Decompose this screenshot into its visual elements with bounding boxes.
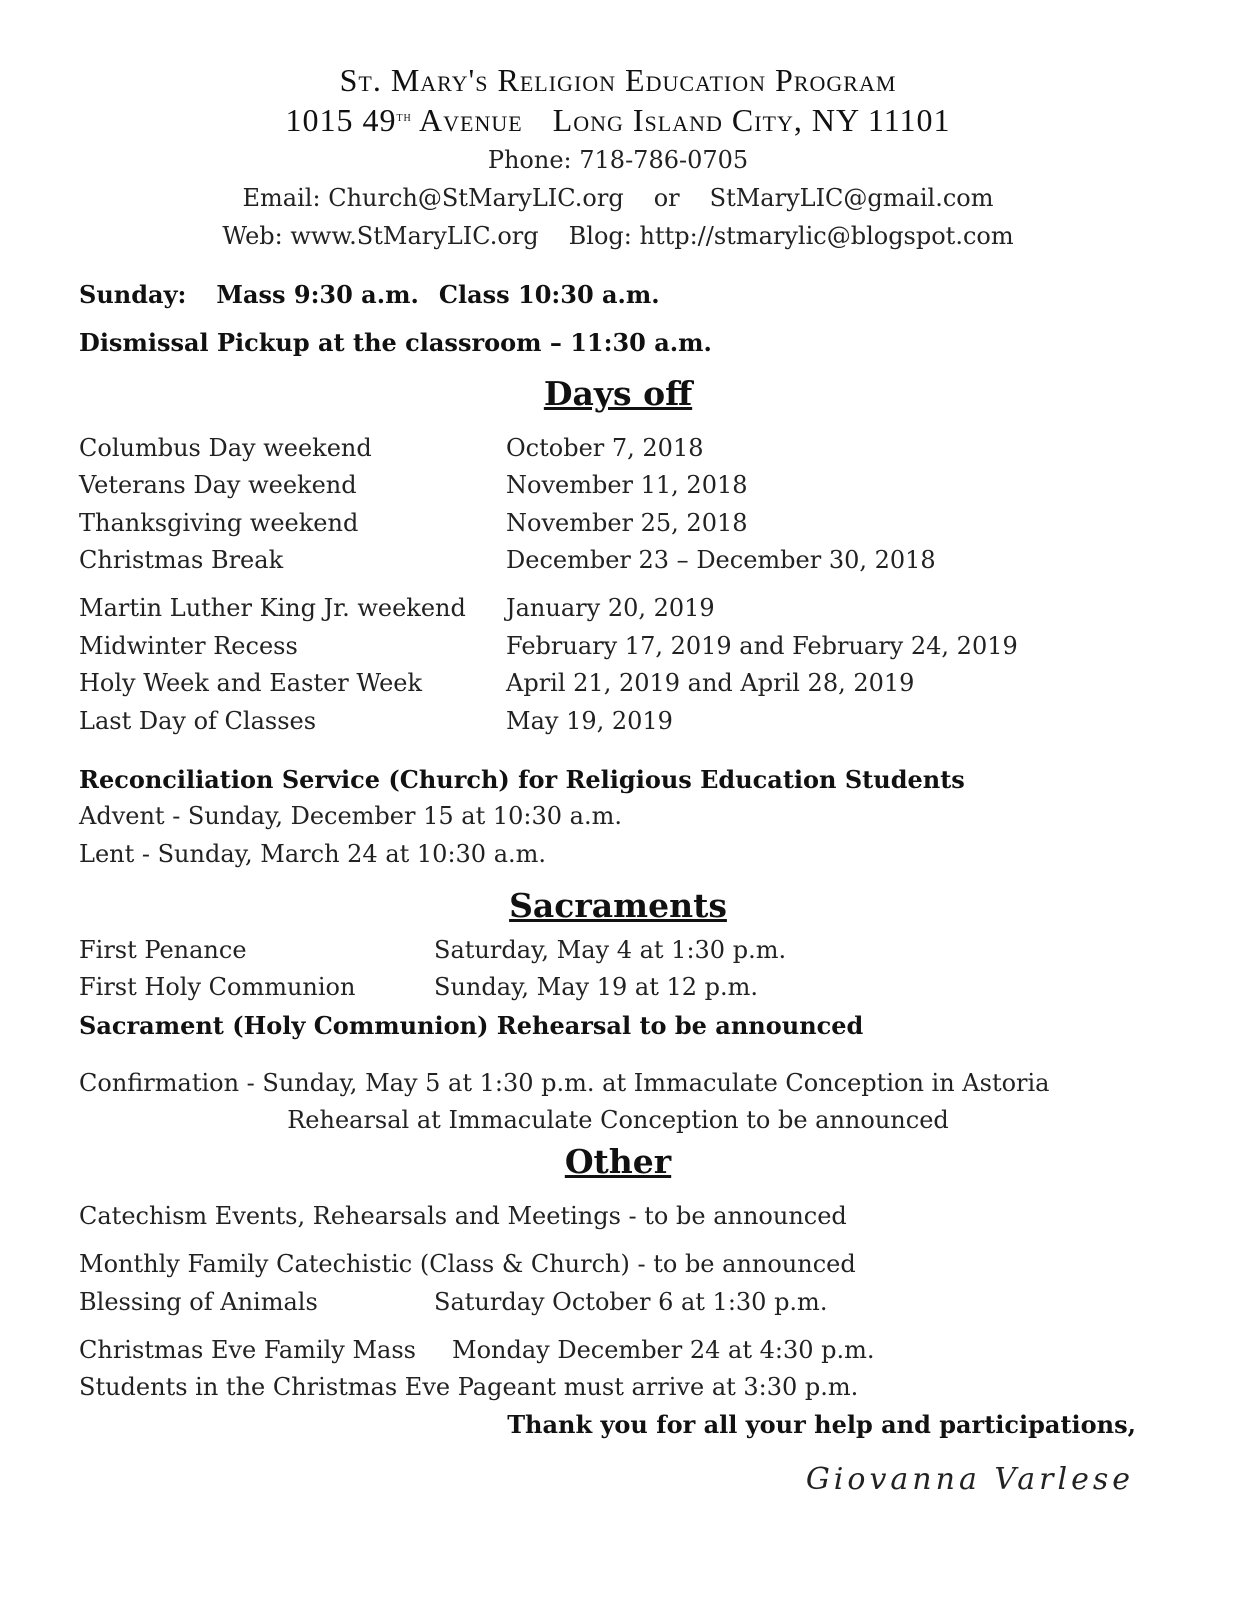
days-off-date: December 23 – December 30, 2018 xyxy=(506,546,936,574)
other-title: Other xyxy=(564,1142,672,1181)
signature: Giovanna Varlese xyxy=(805,1462,1134,1497)
phone-line: Phone: 718-786-0705 xyxy=(487,146,749,174)
days-off-label: Thanksgiving weekend xyxy=(79,509,359,537)
reconciliation-lent: Lent - Sunday, March 24 at 10:30 a.m. xyxy=(79,840,547,868)
pageant-note: Students in the Christmas Eve Pageant must arrive at 3:30 p.m. xyxy=(79,1373,859,1401)
class-time: Class 10:30 a.m. xyxy=(438,280,660,309)
days-off-date: January 20, 2019 xyxy=(506,594,715,622)
email-line xyxy=(0,184,1236,212)
sunday-schedule xyxy=(79,280,660,309)
email-link-gmail[interactable]: StMaryLIC@gmail.com xyxy=(709,184,994,212)
days-off-label: Columbus Day weekend xyxy=(79,434,372,462)
days-off-label: Last Day of Classes xyxy=(79,707,317,735)
dismissal-line: Dismissal Pickup at the classroom – 11:30 a.m. xyxy=(79,328,712,357)
days-off-label: Veterans Day weekend xyxy=(79,471,357,499)
reconciliation-advent: Advent - Sunday, December 15 at 10:30 a.m. xyxy=(79,802,622,830)
address-number: 1015 49 xyxy=(285,102,397,138)
sunday-label: Sunday: xyxy=(79,280,187,309)
mass-time: Mass 9:30 a.m. xyxy=(216,280,419,309)
days-off-label: Christmas Break xyxy=(79,546,284,574)
days-off-date: November 25, 2018 xyxy=(506,509,748,537)
sacrament-date: Sunday, May 19 at 12 p.m. xyxy=(434,973,759,1001)
sacrament-date: Saturday, May 4 at 1:30 p.m. xyxy=(434,936,787,964)
blog-link[interactable]: Blog: http://stmarylic@blogspot.com xyxy=(568,222,1014,250)
sacrament-rehearsal: Sacrament (Holy Communion) Rehearsal to be announced xyxy=(79,1011,864,1040)
days-off-label: Martin Luther King Jr. weekend xyxy=(79,594,466,622)
address-suffix: th xyxy=(396,110,412,125)
catechism-events: Catechism Events, Rehearsals and Meetings - to be announced xyxy=(79,1202,847,1230)
sacrament-label: First Penance xyxy=(79,936,247,964)
days-off-date: October 7, 2018 xyxy=(506,434,704,462)
address-line xyxy=(0,102,1236,139)
program-title: St. Mary's Religion Education Program xyxy=(339,62,897,98)
confirmation-rehearsal: Rehearsal at Immaculate Conception to be announced xyxy=(287,1106,949,1134)
web-line xyxy=(0,222,1236,250)
days-off-title: Days off xyxy=(543,374,693,413)
email-link-church[interactable]: Church@StMaryLIC.org xyxy=(328,184,624,212)
days-off-label: Holy Week and Easter Week xyxy=(79,669,423,697)
thank-you-note: Thank you for all your help and participations, xyxy=(507,1410,1136,1439)
days-off-date: February 17, 2019 and February 24, 2019 xyxy=(506,632,1018,660)
address-avenue: Avenue xyxy=(419,102,523,138)
web-link[interactable]: Web: www.StMaryLIC.org xyxy=(222,222,539,250)
christmas-eve-date: Monday December 24 at 4:30 p.m. xyxy=(452,1336,875,1364)
blessing-date: Saturday October 6 at 1:30 p.m. xyxy=(434,1288,828,1316)
blessing-label: Blessing of Animals xyxy=(79,1288,318,1316)
reconciliation-title: Reconciliation Service (Church) for Religious Education Students xyxy=(79,765,965,794)
address-city: Long Island City, NY 11101 xyxy=(552,102,951,138)
email-or: or xyxy=(653,184,680,212)
monthly-catechistic: Monthly Family Catechistic (Class & Church) - to be announced xyxy=(79,1250,856,1278)
sacraments-title: Sacraments xyxy=(509,886,727,925)
days-off-date: April 21, 2019 and April 28, 2019 xyxy=(506,669,915,697)
christmas-eve-label: Christmas Eve Family Mass xyxy=(79,1336,416,1364)
days-off-label: Midwinter Recess xyxy=(79,632,298,660)
days-off-date: May 19, 2019 xyxy=(506,707,673,735)
confirmation-line: Confirmation - Sunday, May 5 at 1:30 p.m. at Immaculate Conception in Astoria xyxy=(79,1069,1050,1097)
sacrament-label: First Holy Communion xyxy=(79,973,356,1001)
email-label: Email: xyxy=(242,184,321,212)
days-off-date: November 11, 2018 xyxy=(506,471,748,499)
